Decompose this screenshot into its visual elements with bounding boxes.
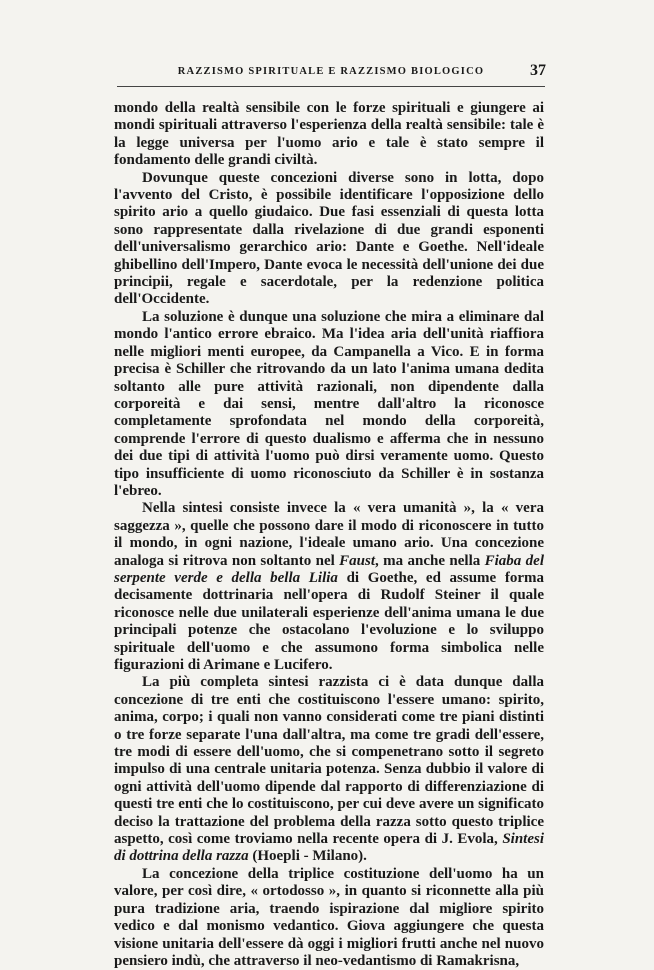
- title-fiaba: Fiaba del serpente verde e della bella Lilia: [114, 552, 544, 586]
- paragraph-1: mondo della realtà sensibile con le forze spirituali e giungere ai mondi spirituali attraverso l'esperienza della realtà sensibile: tale è la legge universa per l'uomo ario e tale è stato sempre il fondamento delle grandi civiltà.: [114, 100, 544, 169]
- paragraph-5-text-c: (Hoepli - Milano).: [248, 848, 367, 865]
- running-title: RAZZISMO SPIRITUALE E RAZZISMO BIOLOGICO: [177, 66, 485, 77]
- paragraph-4: [114, 500, 544, 674]
- paragraph-2: Dovunque queste concezioni diverse sono in lotta, dopo l'avvento del Cristo, è possibile identificare l'opposizione dello spirito ario a quello giudaico. Due fasi essenziali di questa lotta sono rappresentate dalla rivelazione di due grandi esponenti dell'universalismo gerarchico ario: Dante e Goethe. Nell'ideale ghibellino dell'Impero, Dante evoca le necessità dell'unione dei due principii, regale e sacerdotale, per la redenzione politica dell'Occidente.: [114, 169, 544, 308]
- paragraph-4-text-a: Nella sintesi consiste invece la « vera umanità », la « vera saggezza », quelle che possono dare il modo di riconoscere in tutto il mondo, in ogni nazione, l'ideale umano ario. Una concezione analoga si ritrova non soltanto nel: [114, 500, 544, 569]
- body-text: [114, 100, 544, 970]
- paragraph-6: La concezione della triplice costituzione dell'uomo ha un valore, per così dire, « ortodosso », in quanto si riconnette alla più pura tradizione aria, traendo ispirazione dal migliore spirito vedico e dal monismo vedantico. Giova aggiungere che questa visione unitaria dell'essere dà oggi i migliori frutti anche nel nuovo pensiero indù, che attraverso il neo-vedantismo di Ramakrisna,: [114, 865, 544, 969]
- paragraph-5: [114, 674, 544, 865]
- paragraph-4-text-e: di Goethe, ed assume forma decisamente dottrinaria nell'opera di Rudolf Steiner il quale riconosce nelle due unilaterali esperienze dell'anima umana le due principali potenze che ostacolano l'evoluzione e lo sviluppo spirituale dell'uomo e che assumono forma simbolica nelle figurazioni di Arimane e Lucifero.: [114, 569, 544, 673]
- page-number: 37: [530, 62, 546, 79]
- paragraph-3: La soluzione è dunque una soluzione che mira a eliminare dal mondo l'antico errore ebraico. Ma l'idea aria dell'unità riaffiora nelle migliori menti europee, da Campanella a Vico. E in forma precisa è Schiller che ritrovando da un lato l'anima umana dedita soltanto alle pure attività razionali, non dipendente dalla corporeità e dai sensi, mentre dall'altro la riconosce completamente sprofondata nel mondo della corporeità, comprende l'errore di questo dualismo e afferma che in nessuno dei due tipi di attività l'uomo può dirsi veramente uomo. Questo tipo insufficiente di uomo riconosciuto da Schiller è in sostanza l'ebreo.: [114, 308, 544, 499]
- paragraph-4-text-c: , ma anche nella: [375, 552, 485, 569]
- title-faust: Faust: [339, 552, 376, 569]
- paragraph-5-text-a: La più completa sintesi razzista ci è data dunque dalla concezione di tre enti che costituiscono l'essere umano: spirito, anima, corpo; i quali non vanno considerati come tre piani distinti o tre forze separate l'una dall'altra, ma come tre gradi dell'essere, tre modi di essere dell'uomo, che si compenetrano sotto il segreto impulso di una centrale unitaria potenza. Senza dubbio il valore di ogni attività dell'uomo dipende dal rapporto di differenziazione di questi tre enti che lo costituiscono, per cui deve avere un significato deciso la trattazione del problema della razza sotto questo triplice aspetto, così come troviamo nella recente opera di J. Evola,: [114, 674, 544, 848]
- header-divider: [117, 86, 545, 87]
- title-sintesi: Sintesi di dottrina della razza: [114, 831, 544, 865]
